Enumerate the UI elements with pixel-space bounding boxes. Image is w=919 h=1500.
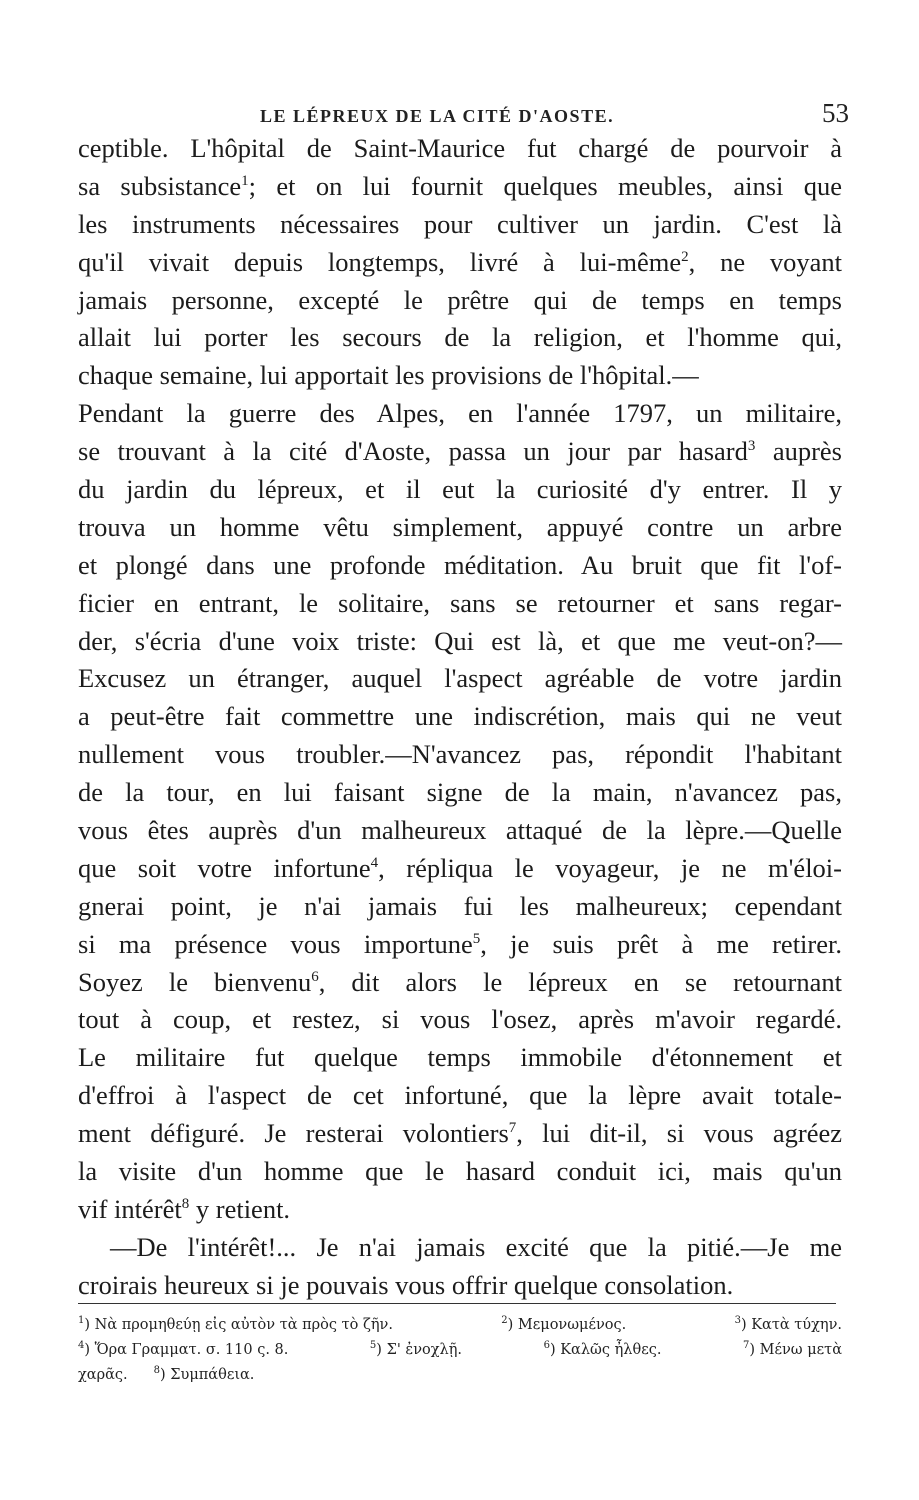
line-text: gnerai point, je n'ai jamais fui les malheureux; cependant: [78, 890, 842, 921]
footnote-number: 2: [501, 1315, 508, 1327]
footnote-ref: 6: [311, 968, 319, 985]
line-text: croirais heureux si je pouvais vous offrir quelque consolation.: [78, 1269, 734, 1300]
line-text: ceptible. L'hôpital de Saint-Maurice fut chargé de pourvoir à: [78, 133, 842, 163]
text-line: [78, 774, 842, 812]
footnote: $^6$) Καλῶς ἦλθες.: [543, 1340, 662, 1358]
line-text: , répliqua le voyageur, je ne m'éloi-: [378, 852, 842, 883]
text-line: [78, 964, 842, 1002]
line-text: auprès: [755, 436, 842, 467]
footnote-text: χαρᾶς.: [78, 1367, 128, 1383]
footnote-text: Μένω μετὰ: [759, 1342, 842, 1358]
footnote: $^5$) Σ' ἐνοχλῇ.: [369, 1340, 463, 1358]
line-text: , je suis prêt à me retirer.: [480, 928, 842, 959]
line-text: et plongé dans une profonde méditation. Au bruit que fit l'of-: [78, 549, 842, 580]
footnote-text: Συμπάθεια.: [170, 1367, 255, 1383]
text-line: [78, 585, 842, 623]
text-line: [78, 282, 842, 320]
footnote-row-2: [78, 1338, 842, 1363]
line-text: a peut-être fait commettre une indiscrétion, mais qui ne veut: [78, 701, 842, 732]
text-line: [78, 509, 842, 547]
text-line: [78, 1001, 842, 1039]
line-text: ; et on lui fournit quelques meubles, ainsi que: [248, 170, 842, 201]
text-line: [78, 244, 842, 282]
text-line: [78, 547, 842, 585]
text-line: [78, 1191, 842, 1229]
footnote-ref: 4: [370, 855, 379, 872]
text-line: [78, 660, 842, 698]
line-text: se trouvant à la cité d'Aoste, passa un jour par hasard: [78, 436, 748, 467]
line-text: vif intérêt: [78, 1193, 182, 1224]
line-text: , ne voyant: [688, 246, 843, 277]
text-line: [78, 812, 842, 850]
line-text: ficier en entrant, le solitaire, sans se retourner et sans regar-: [78, 587, 842, 618]
line-text: si ma présence vous importune: [78, 928, 473, 959]
text-line: [78, 888, 842, 926]
page-number: 53: [822, 98, 849, 128]
footnote: $^3$) Κατὰ τύχην.: [734, 1315, 842, 1333]
footnote-text: Κατὰ τύχην.: [751, 1317, 842, 1333]
line-text: , dit alors le lépreux en se retournant: [318, 966, 842, 997]
footnote-ref: 1: [241, 173, 249, 190]
text-line: [78, 1267, 842, 1305]
line-text: vous êtes auprès d'un malheureux attaqué de la lèpre.—Quelle: [78, 815, 842, 846]
line-text: jamais personne, excepté le prêtre qui de temps en temps: [78, 284, 842, 315]
page-header: [260, 98, 849, 129]
line-text: du jardin du lépreux, et il eut la curiosité d'y entrer. Il y: [78, 474, 842, 505]
line-text: sa subsistance: [78, 170, 242, 201]
line-text: trouva un homme vêtu simplement, appuyé contre un arbre: [78, 511, 842, 542]
footnote-row-3: [78, 1363, 842, 1388]
text-line: [78, 1115, 842, 1153]
line-text: Pendant la guerre des Alpes, en l'année 1797, un militaire,: [78, 398, 842, 429]
footnote-number: 3: [734, 1315, 741, 1327]
line-text: ment défiguré. Je resterai volontiers: [78, 1118, 509, 1149]
footnote: [78, 1363, 128, 1388]
text-line: [78, 357, 842, 395]
text-line: [78, 926, 842, 964]
footnote-text: Νὰ προμηθεύῃ εἰς αὐτὸν τὰ πρὸς τὸ ζῆν.: [94, 1317, 393, 1333]
footnote-text: Καλῶς ἦλθες.: [560, 1342, 662, 1358]
line-text: d'effroi à l'aspect de cet infortuné, que la lèpre avait totale-: [78, 1080, 842, 1111]
line-text: que soit votre infortune: [78, 852, 371, 883]
footnote-row-1: [78, 1313, 842, 1338]
line-text: Soyez le bienvenu: [78, 966, 312, 997]
footnote-ref: 2: [681, 248, 689, 265]
line-text: les instruments nécessaires pour cultiver un jardin. C'est là: [78, 208, 842, 239]
text-line: [78, 736, 842, 774]
line-text: y retient.: [189, 1193, 291, 1224]
footnote-text: Σ' ἐνοχλῇ.: [386, 1342, 463, 1358]
text-line: [78, 623, 842, 661]
text-line: [78, 433, 842, 471]
text-line: [78, 1153, 842, 1191]
text-line: [78, 850, 842, 888]
running-title: LE LÉPREUX DE LA CITÉ D'AOSTE.: [260, 106, 615, 126]
footnote-ref: 8: [181, 1196, 190, 1213]
line-text: nullement vous troubler.—N'avancez pas, répondit l'habitant: [78, 739, 842, 770]
footnote: $^4$) Ὅρα Γραμματ. σ. 110 ς. 8.: [78, 1340, 289, 1358]
footnote-rule: [78, 1303, 836, 1304]
line-text: Le militaire fut quelque temps immobile d'étonnement et: [78, 1042, 842, 1073]
footnote-ref: 3: [747, 438, 756, 455]
footnote: $^1$) Νὰ προμηθεύῃ εἰς αὐτὸν τὰ πρὸς τὸ ζῆν.: [78, 1315, 393, 1333]
footnote-number: 1: [78, 1315, 85, 1327]
text-line: [78, 1229, 842, 1267]
line-text: de la tour, en lui faisant signe de la main, n'avancez pas,: [78, 777, 842, 808]
text-line: [78, 130, 842, 168]
body-text: [78, 130, 842, 1305]
line-text: chaque semaine, lui apportait les provisions de l'hôpital.—: [78, 360, 699, 391]
line-text: allait lui porter les secours de la religion, et l'homme qui,: [78, 322, 842, 353]
footnote-number: 4: [78, 1340, 85, 1352]
text-line: [78, 395, 842, 433]
footnote-number: 5: [369, 1340, 377, 1352]
line-text: —De l'intérêt!... Je n'ai jamais excité que la pitié.—Je me: [110, 1231, 842, 1262]
text-line: [78, 168, 842, 206]
footnote-number: 7: [742, 1340, 750, 1352]
footnote-text: Ὅρα Γραμματ. σ. 110 ς. 8.: [94, 1342, 289, 1358]
line-text: la visite d'un homme que le hasard conduit ici, mais qu'un: [78, 1156, 842, 1187]
text-line: [78, 206, 842, 244]
text-line: [78, 698, 842, 736]
line-text: , lui dit-il, si vous agréez: [516, 1118, 842, 1149]
line-text: der, s'écria d'une voix triste: Qui est là, et que me veut-on?—: [78, 625, 842, 656]
footnotes: [78, 1313, 842, 1388]
footnote-ref: 5: [472, 930, 481, 947]
line-text: qu'il vivait depuis longtemps, livré à lui-même: [78, 246, 682, 277]
text-line: [78, 471, 842, 509]
text-line: [78, 1039, 842, 1077]
text-line: [78, 1077, 842, 1115]
text-line: [78, 319, 842, 357]
footnote-number: 8: [153, 1365, 160, 1377]
footnote-text: Μεμονωμένος.: [517, 1317, 627, 1333]
footnote-number: 6: [543, 1340, 550, 1352]
line-text: tout à coup, et restez, si vous l'osez, après m'avoir regardé.: [78, 1004, 842, 1035]
footnote: $^2$) Μεμονωμένος.: [501, 1315, 627, 1333]
line-text: Excusez un étranger, auquel l'aspect agréable de votre jardin: [78, 663, 842, 694]
footnote: $^8$) Συμπάθεια.: [153, 1365, 255, 1383]
footnote: $^7$) Μένω μετὰ: [742, 1340, 842, 1358]
footnote-ref: 7: [508, 1120, 517, 1137]
